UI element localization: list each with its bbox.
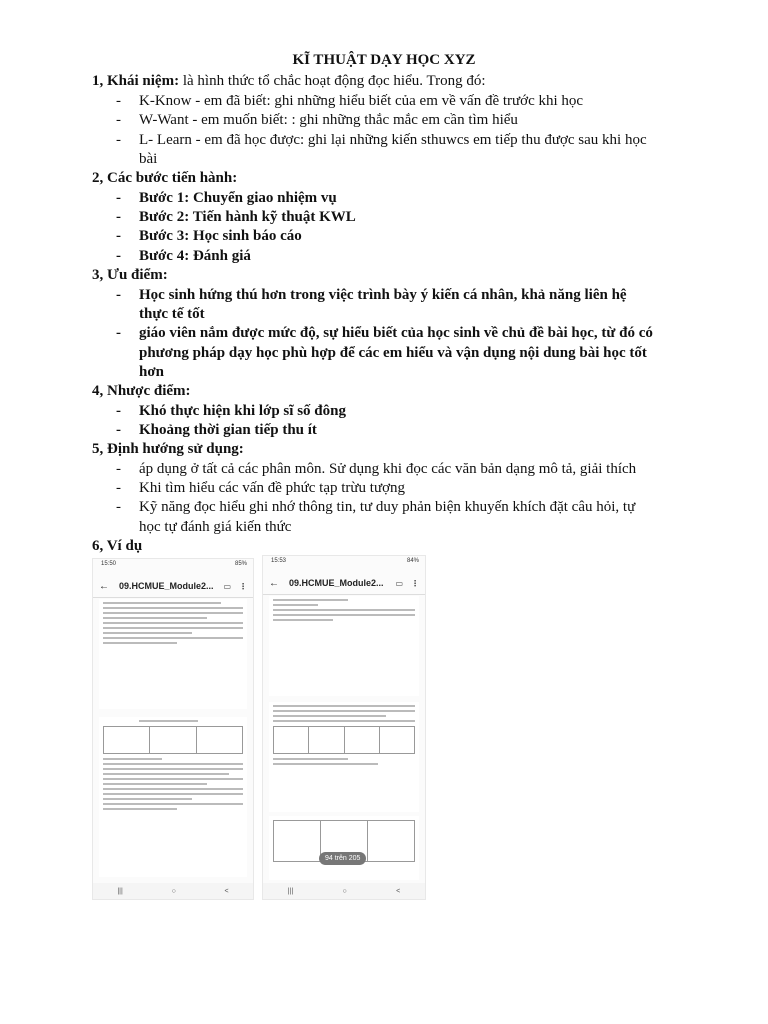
section-3-heading: 3, Ưu điểm: [92,267,168,283]
list-item: - K-Know - em đã biết: ghi những hiểu biết của em về vấn đề trước khi học [116,93,584,109]
list-item-continuation: hơn [139,364,164,380]
list-item: - W-Want - em muốn biết: : ghi những thắc mắc em cần tìm hiểu [116,112,518,128]
list-item-continuation: bài [139,151,158,167]
document-page-preview [269,702,419,812]
section-1-line [92,72,486,91]
status-time: 15:53 [271,558,287,564]
list-item: - Khoảng thời gian tiếp thu ít [116,422,317,438]
more-icon[interactable]: ⋮ [239,581,247,591]
list-item: - Bước 2: Tiến hành kỹ thuật KWL [116,209,356,225]
cast-icon[interactable]: ▭ [223,581,231,591]
status-battery: 85% [234,561,247,567]
back-arrow-icon[interactable]: ← [269,577,279,589]
app-bar [93,575,253,598]
document-page-preview [99,599,247,709]
list-item-continuation: phương pháp dạy học phù hợp để các em hiểu và vận dụng nội dung bài học tốt [139,345,647,361]
status-time: 15:50 [101,561,117,567]
section-6-heading: 6, Ví dụ [92,538,143,554]
document-page-preview [269,596,419,696]
back-arrow-icon[interactable]: ← [99,580,109,592]
list-item: - Khó thực hiện khi lớp sĩ số đông [116,403,346,419]
list-item: - Bước 3: Học sinh báo cáo [116,228,302,244]
android-nav-bar [93,883,253,899]
app-title: 09.HCMUE_Module2... [119,581,214,591]
nav-back-icon[interactable]: < [224,887,229,895]
app-title: 09.HCMUE_Module2... [289,578,384,588]
kwl-table-preview [273,726,415,754]
list-item: - giáo viên nắm được mức độ, sự hiểu biết của học sinh về chủ đề bài học, từ đó có [116,325,653,341]
list-item: - áp dụng ở tất cả các phân môn. Sử dụng khi đọc các văn bản dạng mô tả, giải thích [116,461,637,477]
phone-screenshot-1 [92,558,254,900]
document-title: KĨ THUẬT DẠY HỌC XYZ [292,52,476,68]
section-1-heading: 1, Khái niệm: [92,73,180,89]
section-4-heading: 4, Nhược điểm: [92,383,191,399]
list-item: - Khi tìm hiểu các vấn đề phức tạp trừu tượng [116,480,406,496]
list-item: - L- Learn - em đã học được: ghi lại những kiến sthuwcs em tiếp thu được sau khi học [116,132,647,148]
kwl-table-preview [103,726,243,754]
document-page-preview [269,816,419,880]
page-indicator-badge: 94 trên 205 [319,852,366,865]
more-icon[interactable]: ⋮ [411,578,419,588]
home-icon[interactable]: ○ [171,887,176,895]
section-5-heading: 5, Định hướng sử dụng: [92,441,244,457]
recent-apps-icon[interactable]: ||| [287,887,294,895]
list-item: - Học sinh hứng thú hơn trong việc trình bày ý kiến cá nhân, khả năng liên hệ [116,287,627,303]
home-icon[interactable]: ○ [342,887,347,895]
list-item: - Kỹ năng đọc hiểu ghi nhớ thông tin, tư duy phản biện khuyến khích đặt câu hỏi, tự [116,499,636,515]
app-bar [263,572,425,595]
list-item-continuation: học tự đánh giá kiến thức [139,519,292,535]
list-item: - Bước 1: Chuyển giao nhiệm vụ [116,190,337,206]
recent-apps-icon[interactable]: ||| [117,887,123,895]
document-page-preview [99,717,247,877]
status-bar [93,559,253,575]
cast-icon[interactable]: ▭ [395,578,403,588]
status-battery: 84% [406,558,419,564]
nav-back-icon[interactable]: < [396,887,401,895]
android-nav-bar [263,883,425,899]
section-1-text: là hình thức tổ chắc hoạt động đọc hiểu. Trong đó: [179,73,486,89]
list-item-continuation: thực tế tốt [139,306,205,322]
phone-screenshot-2 [262,555,426,900]
status-bar [263,556,425,572]
section-2-heading: 2, Các bước tiến hành: [92,170,238,186]
list-item: - Bước 4: Đánh giá [116,248,251,264]
